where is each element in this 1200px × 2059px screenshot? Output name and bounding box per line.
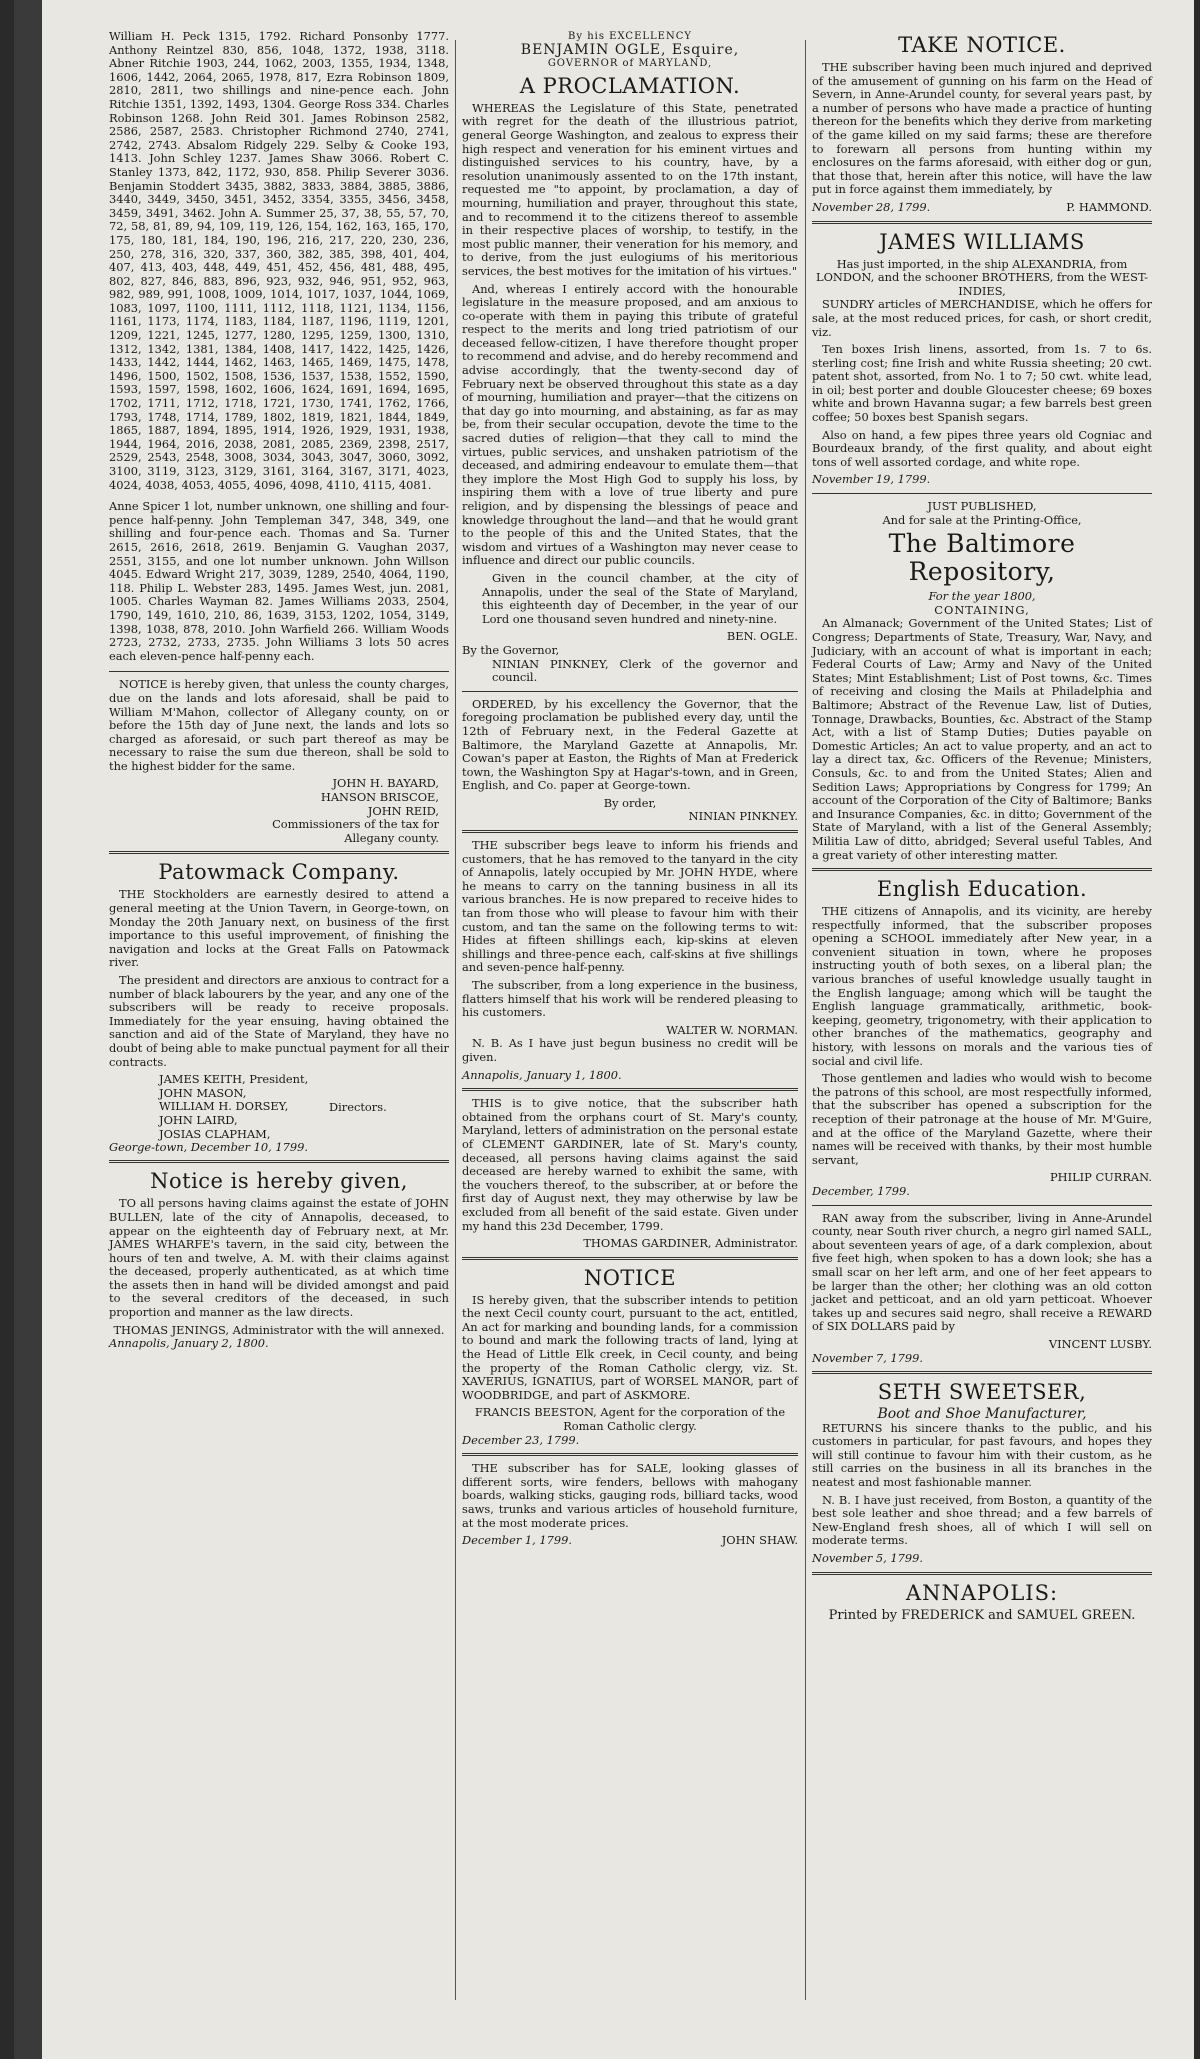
notice-signers	[109, 777, 449, 845]
signer: JOHN LAIRD,	[159, 1112, 238, 1127]
sweetser-date: November 5, 1799.	[812, 1551, 923, 1566]
divider	[462, 691, 798, 692]
tanyard-date: Annapolis, January 1, 1800.	[462, 1067, 622, 1082]
education-date: December, 1799.	[812, 1183, 910, 1198]
signer: JOHN H. BAYARD,	[332, 776, 439, 791]
repository-contents: An Almanack; Government of the United States; List of Congress; Departments of State, Treasury, War, Navy, and Judiciary, with an account of what is important in each; Federal Courts of Law; Army and Navy of the United States; Mint Establishment; List of Post towns, &c. Times of receiving and closing the Mails at Philadelphia and Baltimore; Abstract of the Revenue Law, list of Duties, Tonnage, Drawbacks, Bounties, &c. Abstract of the Stamp Act, with a list of Stamp Duties; Duties payable on Domestic Articles; An act to value property, and an act to lay a direct tax, &c. Officers of the Revenue; Ministers, Consuls, &c. to and from the United States; Alien and Sedition Laws; Appropriations by Congress for 1799; An account of the Corporation of the City of Baltimore; Banks and Insurance Companies, &c. in ditto; Government of the State of Maryland, with a list of the General Assembly; Militia Law of ditto, abridged; Several useful Tables, And a great variety of other interesting matter.	[812, 616, 1152, 862]
proclamation-paragraph: WHEREAS the Legislature of this State, penetrated with regret for the death of the illustrious patriot, general George Washington, and zealous to express their high respect and veneration for his eminent virtues and distinguished services to his country, have, by a resolution unanimously assented to on the 17th instant, requested me "to appoint, by proclamation, a day of mourning, humiliation and prayer, throughout this state, and to recommend it to the citizens thereof to assemble in their respective places of worship, to testify, in the most public manner, their veneration for his memory, and to derive, from the just eulogiums of his meritorious services, the best motives for the imitation of his virtues."	[462, 100, 798, 278]
sweetser-nb: N. B. I have just received, from Boston, a quantity of the best sole leather and shoe thread; and a few barrels of New-England fresh shoes, all of which I will sell on moderate terms.	[812, 1492, 1152, 1548]
patowmack-heading: Patowmack Company.	[158, 860, 400, 885]
gardiner-text: THIS is to give notice, that the subscriber hath obtained from the orphans court of St. Mary's county, Maryland, letters of administration on the personal estate of CLEMENT GARDINER, late of St. Mary's county, deceased, all persons having claims against the said deceased are hereby warned to exhibit the same, with the vouchers thereof, to the subscriber, at or before the first day of August next, they may otherwise by law be excluded from all benefit of the said estate. Given under my hand this 23d December, 1799.	[462, 1096, 798, 1233]
patowmack-signers	[109, 1072, 449, 1141]
directors-label: Directors.	[329, 1100, 387, 1115]
signer: JOHN MASON,	[159, 1085, 247, 1100]
signer: JAMES KEITH, President,	[159, 1072, 309, 1087]
ordered-text: ORDERED, by his excellency the Governor, that the foregoing proclamation be published every day, until the 12th of February next, in the Federal Gazette at Baltimore, the Maryland Gazette at Annapolis, Mr. Cowan's paper at Easton, the Rights of Man at Frederick town, the Washington Spy at Hagar's-town, and in Green, English, and Co. paper at George-town.	[462, 696, 798, 793]
imprint-printer: Printed by FREDERICK and SAMUEL GREEN.	[828, 1607, 1136, 1623]
column-rule	[455, 40, 456, 2000]
bullen-signer: THOMAS JENINGS, Administrator with the will annexed.	[113, 1322, 445, 1337]
binding-edge	[14, 0, 42, 2059]
signer: Allegany county.	[344, 830, 439, 845]
column-rule	[805, 40, 806, 2000]
signer: Commissioners of the tax for	[272, 817, 439, 832]
bullen-notice-text: TO all persons having claims against the estate of JOHN BULLEN, late of the city of Annapolis, deceased, to appear on the eighteenth day of February next, at Mr. JAMES WHARFE's tavern, in the said city, between the hours of ten and twelve, A. M. with their claims against the deceased, properly authenticated, as at which time the assets then in hand will be divided amongst and paid to the several creditors of the deceased, in such proportion and manner as the law directs.	[109, 1196, 449, 1320]
shaw-sale-text: THE subscriber has for SALE, looking glasses of different sorts, wire fenders, bellows with mahogany boards, walking sticks, gauging rods, billiard tacks, wood saws, trunks and various articles of household furniture, at the most moderate prices.	[462, 1461, 798, 1530]
beeston-signer: FRANCIS BEESTON, Agent for the corporation of the Roman Catholic clergy.	[474, 1405, 786, 1434]
proclamation-given: Given in the council chamber, at the city of Annapolis, under the seal of the State of Maryland, this eighteenth day of December, in the year of our Lord one thousand seven hundred and ninety-nine.	[482, 570, 798, 626]
merchandise-paragraph: Ten boxes Irish linens, assorted, from 1s. 7 to 6s. sterling cost; fine Irish and white Russia sheeting; 20 cwt. patent shot, assorted, from No. 1 to 7; 50 cwt. white lead, in oil; best porter and double Gloucester cheese; 69 boxes white and brown Havanna sugar; a few barrels best green coffee; 50 boxes best Spanish segars.	[812, 342, 1152, 425]
divider	[462, 1453, 798, 1456]
by-order-name: NINIAN PINKNEY.	[688, 809, 798, 824]
repository-containing: CONTAINING,	[934, 602, 1030, 617]
divider	[812, 221, 1152, 224]
county-notice-text: NOTICE is hereby given, that unless the county charges, due on the lands and lots aforesaid, shall be paid to William M'Mahon, collector of Allegany county, on or before the 15th day of June next, the lands and lots so charged as aforesaid, or such part thereof as may be necessary to raise the sum due thereon, shall be sold to the highest bidder for the same.	[109, 677, 449, 773]
shaw-signer: JOHN SHAW.	[721, 1533, 798, 1548]
column-right	[812, 30, 1152, 1622]
sweetser-heading: SETH SWEETSER,	[877, 1380, 1087, 1405]
repository-year: For the year 1800,	[928, 589, 1036, 604]
beeston-date: December 23, 1799.	[462, 1432, 580, 1447]
shaw-footer	[462, 1534, 798, 1548]
divider	[812, 1572, 1152, 1575]
divider	[812, 1205, 1152, 1206]
patowmack-date: George-town, December 10, 1799.	[109, 1139, 309, 1154]
divider	[812, 493, 1152, 494]
proclamation-clerk: NINIAN PINKNEY, Clerk of the governor and council.	[492, 656, 798, 685]
repository-title: The Baltimore Repository,	[888, 529, 1076, 587]
divider	[109, 1160, 449, 1163]
tax-list-top: William H. Peck 1315, 1792. Richard Ponsonby 1777. Anthony Reintzel 830, 856, 1048, 1372, 1938, 3118. Abner Ritchie 1903, 244, 1062, 2003, 1355, 1934, 1348, 1606, 1442, 2064, 2065, 1978, 817, Ezra Robinson 1809, 2810, 2811, two shillings and nine-pence each. John Ritchie 1351, 1392, 1493, 1304. George Ross 334. Charles Robinson 1268. John Reid 301. James Robinson 2582, 2586, 2587, 2583. Christopher Richmond 2740, 2741, 2742, 2743. Absalom Ridgely 229. Selby & Cooke 193, 1413. John Schley 1237. James Shaw 3066. Robert C. Stanley 1373, 842, 1172, 930, 858. Philip Severer 3036. Benjamin Stoddert 3435, 3882, 3833, 3884, 3885, 3886, 3440, 3449, 3450, 3451, 3452, 3354, 3355, 3456, 3458, 3459, 3491, 3462. John A. Summer 25, 37, 38, 55, 57, 70, 72, 58, 81, 89, 94, 109, 119, 126, 154, 162, 163, 165, 170, 175, 180, 181, 184, 190, 196, 216, 217, 220, 230, 236, 250, 278, 316, 320, 337, 360, 382, 385, 398, 401, 404, 407, 413, 403, 448, 449, 451, 452, 456, 481, 488, 495, 802, 827, 846, 883, 896, 923, 932, 946, 951, 952, 963, 982, 989, 991, 1008, 1009, 1014, 1017, 1037, 1044, 1069, 1083, 1097, 1100, 1111, 1112, 1118, 1121, 1134, 1156, 1161, 1173, 1174, 1183, 1184, 1187, 1196, 1119, 1201, 1209, 1221, 1245, 1277, 1280, 1295, 1259, 1300, 1310, 1312, 1342, 1381, 1384, 1408, 1417, 1422, 1425, 1426, 1433, 1442, 1444, 1462, 1463, 1465, 1469, 1475, 1478, 1496, 1500, 1502, 1508, 1536, 1537, 1538, 1552, 1590, 1593, 1597, 1598, 1602, 1606, 1624, 1691, 1694, 1695, 1702, 1711, 1712, 1718, 1721, 1730, 1741, 1762, 1766, 1793, 1748, 1714, 1789, 1802, 1819, 1821, 1844, 1849, 1865, 1887, 1894, 1895, 1914, 1926, 1929, 1931, 1938, 1944, 1964, 2016, 2038, 2081, 2085, 2369, 2398, 2517, 2529, 2543, 2548, 3008, 3034, 3043, 3047, 3060, 3092, 3100, 3119, 3123, 3129, 3161, 3164, 3167, 3171, 4023, 4024, 4038, 4053, 4055, 4096, 4098, 4110, 4115, 4081.	[109, 29, 449, 492]
education-paragraph: Those gentlemen and ladies who would wish to become the patrons of this school, are most respectfully informed, that the subscriber has opened a subscription for the reception of their patronage at the house of Mr. M'Guire, and at the office of the Maryland Gazette, where their names will be received with thanks, by their most humble servant,	[812, 1071, 1152, 1167]
signer: JOHN REID,	[367, 803, 439, 818]
divider	[462, 1088, 798, 1091]
divider	[109, 851, 449, 854]
sweetser-subheading: Boot and Shoe Manufacturer,	[877, 1406, 1087, 1423]
proclamation-paragraph: And, whereas I entirely accord with the honourable legislature in the measure proposed, and am anxious to co-operate with them in paying this tribute of grateful respect to the merits and long tried patriotism of our deceased fellow-citizen, I have therefore thought proper to recommend and advise, and do hereby recommend and advise accordingly, that the twenty-second day of February next be observed throughout this state as a day of mourning, humiliation and prayer—that the citizens on that day go into mourning, and abstaining, as far as may be, from their secular occupation, devote the time to the sacred duties of religion—that they call to mind the virtues, public services, and unshaken patriotism of the deceased, and admiring endeavour to emulate them—that they implore the Most High God to supply his loss, by inspiring them with a love of true liberty and pure religion, and by dispensing the blessings of peace and knowledge throughout the land—and that he would grant to the people of this and the United States, that the wisdom and virtues of a Washington may never cease to influence and direct our public councils.	[462, 281, 798, 568]
column-left	[109, 30, 449, 1351]
merchandise-paragraph: SUNDRY articles of MERCHANDISE, which he offers for sale, at the most reduced prices, for cash, or short credit, viz.	[812, 297, 1152, 339]
divider	[812, 868, 1152, 871]
take-notice-heading: TAKE NOTICE.	[898, 33, 1066, 57]
divider	[109, 671, 449, 672]
patowmack-paragraph: THE Stockholders are earnestly desired to attend a general meeting at the Union Tavern, in George-town, on Monday the 20th January next, on business of the first importance to this useful improvement, of finishing the navigation and locks at the Great Falls on Patowmack river.	[109, 887, 449, 970]
notice-heading: Notice is hereby given,	[150, 1169, 408, 1194]
proclamation-signature: BEN. OGLE.	[726, 629, 798, 644]
signer: JOSIAS CLAPHAM,	[159, 1126, 271, 1141]
signer: WILLIAM H. DORSEY,	[159, 1099, 289, 1114]
proclamation-governor: GOVERNOR of MARYLAND,	[547, 58, 713, 70]
column-middle	[462, 30, 798, 1548]
bullen-date: Annapolis, January 2, 1800.	[109, 1336, 269, 1351]
hammond-date: November 28, 1799.	[812, 199, 931, 214]
divider	[462, 1257, 798, 1260]
sweetser-text: RETURNS his sincere thanks to the public, and his customers in particular, for past favours, and hopes they will still continue to favour him with their custom, as he still carries on the business in all its branches in the neatest and most fashionable manner.	[812, 1420, 1152, 1490]
education-heading: English Education.	[876, 877, 1088, 902]
hammond-signer: P. HAMMOND.	[1066, 199, 1152, 214]
tax-list-bottom: Anne Spicer 1 lot, number unknown, one shilling and four-pence half-penny. John Templeman 347, 348, 349, one shilling and four-pence each. Thomas and Sa. Turner 2615, 2616, 2618, 2619. Benjamin G. Vaughan 2037, 2551, 3155, and one lot number unknown. John Willson 4045. Edward Wright 217, 3039, 1289, 2540, 4064, 1190, 118. Philip L. Webster 283, 1495. James West, jun. 2081, 1005. Charles Wayman 82. James Williams 2033, 2504, 1790, 149, 1610, 210, 86, 1639, 3153, 1202, 1054, 3149, 1398, 1038, 878, 2010. John Warfield 266. William Woods 2723, 2732, 2733, 2735. John Williams 3 lots 50 acres each eleven-pence half-penny each.	[109, 499, 449, 663]
gardiner-signer: THOMAS GARDINER, Administrator.	[583, 1236, 798, 1251]
james-williams-heading: JAMES WILLIAMS	[879, 229, 1085, 254]
divider	[812, 1371, 1152, 1374]
runaway-signer: VINCENT LUSBY.	[1048, 1336, 1152, 1351]
proclamation-title: A PROCLAMATION.	[519, 73, 741, 98]
education-signer: PHILIP CURRAN.	[1050, 1170, 1152, 1185]
tanyard-paragraph: THE subscriber begs leave to inform his friends and customers, that he has removed to the tanyard in the city of Annapolis, lately occupied by Mr. JOHN HYDE, where he means to carry on the tanning business in all its various branches. He is now prepared to receive hides to tan from those who will please to favour him with their custom, and tan the same on the following terms to wit: Hides at fifteen shillings each, kip-skins at eleven shillings and three-pence each, calf-skins at five shillings and seven-pence half-penny.	[462, 838, 798, 975]
just-published: JUST PUBLISHED,	[927, 499, 1037, 514]
james-williams-imported: Has just imported, in the ship ALEXANDRIA, from LONDON, and the schooner BROTHERS, from the WEST-INDIES,	[816, 256, 1148, 298]
tanyard-nb: N. B. As I have just begun business no credit will be given.	[462, 1036, 798, 1064]
proclamation-by: By his EXCELLENCY	[568, 31, 692, 42]
james-williams-date: November 19, 1799.	[812, 472, 931, 487]
newspaper-page	[14, 0, 1194, 2059]
hammond-footer	[812, 201, 1152, 215]
by-order: By order,	[603, 795, 657, 810]
education-paragraph: THE citizens of Annapolis, and its vicinity, are hereby respectfully informed, that the subscriber proposes opening a SCHOOL immediately after New year, in a convenient situation in town, where he proposes instructing youth of both sexes, on a liberal plan; the various branches of useful knowledge usually taught in the English language; among which will be taught the English language grammatically, arithmetic, book-keeping, geometry, trigonometry, with their application to other branches of the mathematics, geography and history, with lessons on morals and the various ties of social and civil life.	[812, 904, 1152, 1068]
tanyard-paragraph: The subscriber, from a long experience in the business, flatters himself that his work will be rendered pleasing to his customers.	[462, 978, 798, 1020]
notice-heading: NOTICE	[583, 1265, 677, 1290]
proclamation-name: BENJAMIN OGLE, Esquire,	[520, 41, 740, 58]
tanyard-signer: WALTER W. NORMAN.	[666, 1022, 798, 1037]
proclamation-by-governor: By the Governor,	[462, 642, 560, 657]
divider	[462, 830, 798, 833]
merchandise-paragraph: Also on hand, a few pipes three years old Cogniac and Bourdeaux brandy, of the first quality, and about eight tons of well assorted cordage, and white rope.	[812, 427, 1152, 469]
hammond-notice-text: THE subscriber having been much injured and deprived of the amusement of gunning on his farm on the Head of Severn, in Anne-Arundel county, for several years past, by a number of persons who have made a practice of hunting thereon for the benefits which they derive from marketing of the game killed on my said farms; these are therefore to forewarn all persons from hunting within my enclosures on the farms aforesaid, with either dog or gun, that those that, herein after this notice, will have the law put in force against them immediately, by	[812, 60, 1152, 197]
runaway-date: November 7, 1799.	[812, 1350, 923, 1365]
beeston-notice-text: IS hereby given, that the subscriber intends to petition the next Cecil county court, pursuant to the act, entitled, An act for marking and bounding lands, for a commission to bound and mark the following tracts of land, lying at the Head of Little Elk creek, in Cecil county, and being the property of the Roman Catholic clergy, viz. St. XAVERIUS, IGNATIUS, part of WORSEL MANOR, part of WOODBRIDGE, and part of ASKMORE.	[462, 1292, 798, 1402]
runaway-text: RAN away from the subscriber, living in Anne-Arundel county, near South river church, a negro girl named SALL, about seventeen years of age, of a dark complexion, about five feet high, when spoken to has a down look; she has a small scar on her left arm, and one of her feet appears to be larger than the other; her clothing was an old cotton jacket and petticoat, and an old yarn petticoat. Whoever takes up and secures said negro, shall receive a REWARD of SIX DOLLARS paid by	[812, 1210, 1152, 1334]
imprint-city: ANNAPOLIS:	[905, 1580, 1059, 1605]
for-sale-line: And for sale at the Printing-Office,	[882, 512, 1082, 527]
patowmack-paragraph: The president and directors are anxious to contract for a number of black labourers by the year, and any one of the subscribers will be ready to receive proposals. Immediately for the year ensuing, having obtained the sanction and aid of the State of Maryland, they have no doubt of being able to make punctual payment for all their contracts.	[109, 973, 449, 1069]
shaw-date: December 1, 1799.	[462, 1533, 572, 1548]
signer: HANSON BRISCOE,	[320, 790, 439, 805]
